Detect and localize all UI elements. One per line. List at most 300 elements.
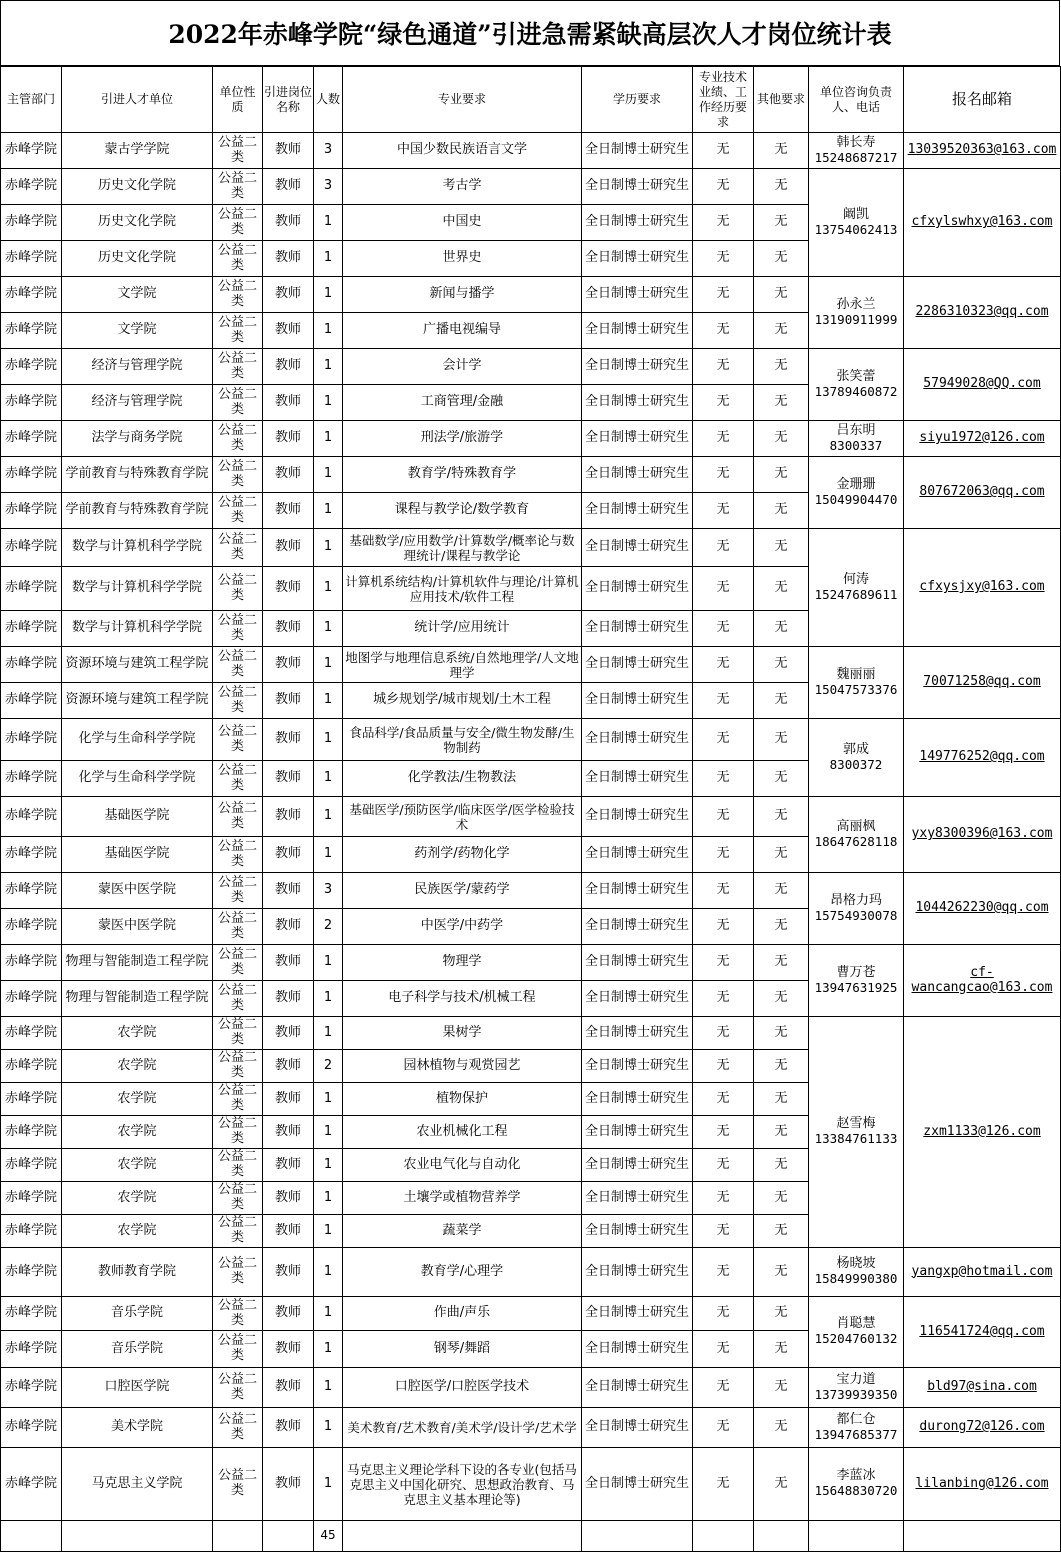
- unit-cell: 数学与计算机科学学院: [62, 529, 213, 567]
- table-row: [1, 1408, 1061, 1448]
- other-req-cell: 无: [754, 385, 809, 421]
- major-cell: 计算机系统结构/计算机软件与理论/计算机应用技术/软件工程: [343, 567, 582, 611]
- nature-cell: 公益二类: [213, 1408, 263, 1448]
- nature-cell: 公益二类: [213, 349, 263, 385]
- post-cell: 教师: [263, 1149, 314, 1182]
- major-cell: 植物保护: [343, 1083, 582, 1116]
- major-cell: 中国史: [343, 205, 582, 241]
- unit-cell: 农学院: [62, 1182, 213, 1215]
- major-cell: 药剂学/药物化学: [343, 837, 582, 873]
- email-link[interactable]: 70071258@qq.com: [904, 647, 1061, 719]
- nature-cell: 公益二类: [213, 683, 263, 719]
- edu-cell: 全日制博士研究生: [582, 945, 693, 981]
- contact-name: 郭成: [842, 741, 869, 757]
- tech-req-cell: 无: [693, 683, 754, 719]
- nature-cell: 公益二类: [213, 1083, 263, 1116]
- count-cell: 1: [314, 1083, 343, 1116]
- count-cell: 1: [314, 1368, 343, 1408]
- major-cell: 民族医学/蒙药学: [343, 873, 582, 909]
- edu-cell: 全日制博士研究生: [582, 205, 693, 241]
- post-cell: 教师: [263, 909, 314, 945]
- other-req-cell: 无: [754, 797, 809, 837]
- unit-cell: 数学与计算机科学学院: [62, 567, 213, 611]
- nature-cell: 公益二类: [213, 313, 263, 349]
- edu-cell: 全日制博士研究生: [582, 981, 693, 1017]
- post-cell: 教师: [263, 313, 314, 349]
- contact-cell: [809, 1017, 904, 1248]
- tech-req-cell: 无: [693, 797, 754, 837]
- count-cell: 1: [314, 1297, 343, 1331]
- tech-req-cell: 无: [693, 981, 754, 1017]
- major-cell: 口腔医学/口腔医学技术: [343, 1368, 582, 1408]
- dept-cell: 赤峰学院: [1, 349, 62, 385]
- header-contact: 单位咨询负责人、电话: [809, 67, 904, 133]
- edu-cell: 全日制博士研究生: [582, 761, 693, 797]
- post-cell: 教师: [263, 683, 314, 719]
- count-cell: 1: [314, 1448, 343, 1521]
- major-cell: 果树学: [343, 1017, 582, 1050]
- post-cell: 教师: [263, 493, 314, 529]
- edu-cell: 全日制博士研究生: [582, 683, 693, 719]
- dept-cell: 赤峰学院: [1, 1017, 62, 1050]
- unit-cell: 音乐学院: [62, 1331, 213, 1368]
- unit-cell: 农学院: [62, 1116, 213, 1149]
- edu-cell: 全日制博士研究生: [582, 349, 693, 385]
- major-cell: 基础数学/应用数学/计算数学/概率论与数理统计/课程与教学论: [343, 529, 582, 567]
- table-row: [1, 873, 1061, 909]
- contact-name: 昂格力玛: [829, 892, 882, 908]
- contact-cell: [809, 277, 904, 349]
- tech-req-cell: 无: [693, 1017, 754, 1050]
- other-req-cell: 无: [754, 313, 809, 349]
- empty-cell: [582, 1521, 693, 1552]
- post-cell: 教师: [263, 133, 314, 169]
- major-cell: 农业机械化工程: [343, 1116, 582, 1149]
- email-link[interactable]: 13039520363@163.com: [904, 133, 1061, 169]
- count-cell: 1: [314, 385, 343, 421]
- contact-name: 高丽枫: [836, 818, 876, 834]
- major-cell: 食品科学/食品质量与安全/微生物发酵/生物制药: [343, 719, 582, 761]
- post-cell: 教师: [263, 169, 314, 205]
- major-cell: 考古学: [343, 169, 582, 205]
- tech-req-cell: 无: [693, 1448, 754, 1521]
- post-cell: 教师: [263, 421, 314, 457]
- empty-cell: [1, 1521, 62, 1552]
- unit-cell: 农学院: [62, 1017, 213, 1050]
- empty-cell: [754, 1521, 809, 1552]
- email-link[interactable]: yxy8300396@163.com: [904, 797, 1061, 873]
- nature-cell: 公益二类: [213, 529, 263, 567]
- table-row: [1, 349, 1061, 385]
- edu-cell: 全日制博士研究生: [582, 719, 693, 761]
- tech-req-cell: 无: [693, 421, 754, 457]
- unit-cell: 法学与商务学院: [62, 421, 213, 457]
- table-row: [1, 719, 1061, 761]
- edu-cell: 全日制博士研究生: [582, 241, 693, 277]
- major-cell: 马克思主义理论学科下设的各专业(包括马克思主义中国化研究、思想政治教育、马克思主义基本理论等): [343, 1448, 582, 1521]
- unit-cell: 文学院: [62, 313, 213, 349]
- edu-cell: 全日制博士研究生: [582, 277, 693, 313]
- nature-cell: 公益二类: [213, 797, 263, 837]
- contact-phone: 8300337: [829, 437, 883, 453]
- nature-cell: 公益二类: [213, 169, 263, 205]
- dept-cell: 赤峰学院: [1, 1083, 62, 1116]
- unit-cell: 基础医学院: [62, 837, 213, 873]
- contact-name: 赵雪梅: [836, 1116, 876, 1132]
- unit-cell: 物理与智能制造工程学院: [62, 981, 213, 1017]
- post-cell: 教师: [263, 1116, 314, 1149]
- tech-req-cell: 无: [693, 241, 754, 277]
- dept-cell: 赤峰学院: [1, 761, 62, 797]
- other-req-cell: 无: [754, 1050, 809, 1083]
- post-cell: 教师: [263, 1248, 314, 1297]
- contact-name: 肖聪慧: [836, 1316, 876, 1332]
- contact-name: 李蓝冰: [836, 1468, 876, 1484]
- contact-cell: [809, 349, 904, 421]
- dept-cell: 赤峰学院: [1, 873, 62, 909]
- table-row: [1, 1017, 1061, 1050]
- count-cell: 1: [314, 981, 343, 1017]
- contact-phone: 15754930078: [814, 907, 898, 923]
- post-cell: 教师: [263, 1408, 314, 1448]
- edu-cell: 全日制博士研究生: [582, 1331, 693, 1368]
- nature-cell: 公益二类: [213, 567, 263, 611]
- contact-phone: 13190911999: [814, 311, 898, 327]
- tech-req-cell: 无: [693, 909, 754, 945]
- dept-cell: 赤峰学院: [1, 1408, 62, 1448]
- header-edu: 学历要求: [582, 67, 693, 133]
- nature-cell: 公益二类: [213, 1368, 263, 1408]
- major-cell: 中国少数民族语言文学: [343, 133, 582, 169]
- post-cell: 教师: [263, 873, 314, 909]
- email-link[interactable]: 149776252@qq.com: [904, 719, 1061, 797]
- major-cell: 园林植物与观赏园艺: [343, 1050, 582, 1083]
- count-cell: 1: [314, 761, 343, 797]
- email-link[interactable]: 2286310323@qq.com: [904, 277, 1061, 349]
- email-link[interactable]: lilanbing@126.com: [904, 1448, 1061, 1521]
- nature-cell: 公益二类: [213, 1050, 263, 1083]
- contact-cell: [809, 719, 904, 797]
- unit-cell: 历史文化学院: [62, 169, 213, 205]
- count-cell: 1: [314, 1215, 343, 1248]
- header-major: 专业要求: [343, 67, 582, 133]
- dept-cell: 赤峰学院: [1, 647, 62, 683]
- dept-cell: 赤峰学院: [1, 1149, 62, 1182]
- count-cell: 3: [314, 873, 343, 909]
- table-row: [1, 1297, 1061, 1331]
- nature-cell: 公益二类: [213, 241, 263, 277]
- dept-cell: 赤峰学院: [1, 493, 62, 529]
- dept-cell: 赤峰学院: [1, 683, 62, 719]
- edu-cell: 全日制博士研究生: [582, 421, 693, 457]
- unit-cell: 化学与生命科学学院: [62, 719, 213, 761]
- unit-cell: 基础医学院: [62, 797, 213, 837]
- nature-cell: 公益二类: [213, 981, 263, 1017]
- empty-cell: [904, 1521, 1061, 1552]
- dept-cell: 赤峰学院: [1, 1248, 62, 1297]
- major-cell: 化学教法/生物教法: [343, 761, 582, 797]
- tech-req-cell: 无: [693, 1116, 754, 1149]
- contact-phone: 15648830720: [814, 1483, 898, 1499]
- email-link[interactable]: cf-wancangcao@163.com: [904, 945, 1061, 1017]
- unit-cell: 农学院: [62, 1215, 213, 1248]
- dept-cell: 赤峰学院: [1, 421, 62, 457]
- dept-cell: 赤峰学院: [1, 529, 62, 567]
- tech-req-cell: 无: [693, 1182, 754, 1215]
- count-cell: 1: [314, 313, 343, 349]
- nature-cell: 公益二类: [213, 1182, 263, 1215]
- contact-cell: [809, 1368, 904, 1408]
- edu-cell: 全日制博士研究生: [582, 1083, 693, 1116]
- contact-phone: 15049904470: [814, 491, 898, 507]
- nature-cell: 公益二类: [213, 205, 263, 241]
- other-req-cell: 无: [754, 1083, 809, 1116]
- tech-req-cell: 无: [693, 529, 754, 567]
- page-title: 2022年赤峰学院“绿色通道”引进急需紧缺高层次人才岗位统计表: [0, 0, 1060, 66]
- nature-cell: 公益二类: [213, 1297, 263, 1331]
- contact-cell: [809, 1408, 904, 1448]
- other-req-cell: 无: [754, 1116, 809, 1149]
- email-link[interactable]: bld97@sina.com: [904, 1368, 1061, 1408]
- email-link[interactable]: durong72@126.com: [904, 1408, 1061, 1448]
- dept-cell: 赤峰学院: [1, 797, 62, 837]
- contact-cell: [809, 1248, 904, 1297]
- contact-cell: [809, 457, 904, 529]
- count-cell: 1: [314, 277, 343, 313]
- other-req-cell: 无: [754, 277, 809, 313]
- other-req-cell: 无: [754, 1297, 809, 1331]
- post-cell: 教师: [263, 1368, 314, 1408]
- dept-cell: 赤峰学院: [1, 1182, 62, 1215]
- other-req-cell: 无: [754, 567, 809, 611]
- contact-name: 杨晓坡: [836, 1256, 876, 1272]
- nature-cell: 公益二类: [213, 873, 263, 909]
- post-cell: 教师: [263, 457, 314, 493]
- post-cell: 教师: [263, 611, 314, 647]
- header-dept: 主管部门: [1, 67, 62, 133]
- email-link[interactable]: siyu1972@126.com: [904, 421, 1061, 457]
- other-req-cell: 无: [754, 1149, 809, 1182]
- table-row: [1, 797, 1061, 837]
- tech-req-cell: 无: [693, 457, 754, 493]
- table-row: [1, 1368, 1061, 1408]
- unit-cell: 经济与管理学院: [62, 349, 213, 385]
- email-link[interactable]: cfxylswhxy@163.com: [904, 169, 1061, 277]
- other-req-cell: 无: [754, 529, 809, 567]
- contact-name: 孙永兰: [836, 296, 876, 312]
- count-cell: 1: [314, 1408, 343, 1448]
- table-row: [1, 133, 1061, 169]
- contact-phone: 8300372: [829, 756, 883, 772]
- nature-cell: 公益二类: [213, 1331, 263, 1368]
- tech-req-cell: 无: [693, 313, 754, 349]
- email-link[interactable]: zxm1133@126.com: [904, 1017, 1061, 1248]
- nature-cell: 公益二类: [213, 1017, 263, 1050]
- nature-cell: 公益二类: [213, 945, 263, 981]
- contact-name: 宝力道: [836, 1371, 876, 1387]
- contact-name: 吕东明: [836, 422, 876, 438]
- nature-cell: 公益二类: [213, 909, 263, 945]
- edu-cell: 全日制博士研究生: [582, 611, 693, 647]
- edu-cell: 全日制博士研究生: [582, 1248, 693, 1297]
- dept-cell: 赤峰学院: [1, 567, 62, 611]
- contact-phone: 13947685377: [814, 1426, 898, 1442]
- post-cell: 教师: [263, 1448, 314, 1521]
- dept-cell: 赤峰学院: [1, 133, 62, 169]
- post-cell: 教师: [263, 567, 314, 611]
- tech-req-cell: 无: [693, 567, 754, 611]
- count-cell: 1: [314, 529, 343, 567]
- tech-req-cell: 无: [693, 1050, 754, 1083]
- other-req-cell: 无: [754, 945, 809, 981]
- nature-cell: 公益二类: [213, 421, 263, 457]
- contact-phone: 15204760132: [814, 1331, 898, 1347]
- tech-req-cell: 无: [693, 873, 754, 909]
- contact-cell: [809, 169, 904, 277]
- contact-phone: 18647628118: [814, 833, 898, 849]
- contact-name: 阚凯: [842, 206, 869, 222]
- nature-cell: 公益二类: [213, 611, 263, 647]
- post-cell: 教师: [263, 719, 314, 761]
- other-req-cell: 无: [754, 1408, 809, 1448]
- other-req-cell: 无: [754, 1215, 809, 1248]
- table-header-row: [1, 67, 1061, 133]
- dept-cell: 赤峰学院: [1, 457, 62, 493]
- other-req-cell: 无: [754, 611, 809, 647]
- tech-req-cell: 无: [693, 761, 754, 797]
- major-cell: 电子科学与技术/机械工程: [343, 981, 582, 1017]
- major-cell: 钢琴/舞蹈: [343, 1331, 582, 1368]
- major-cell: 统计学/应用统计: [343, 611, 582, 647]
- dept-cell: 赤峰学院: [1, 1215, 62, 1248]
- dept-cell: 赤峰学院: [1, 169, 62, 205]
- other-req-cell: 无: [754, 719, 809, 761]
- post-cell: 教师: [263, 1297, 314, 1331]
- contact-name: 何涛: [842, 571, 869, 587]
- header-unit: 引进人才单位: [62, 67, 213, 133]
- tech-req-cell: 无: [693, 1297, 754, 1331]
- edu-cell: 全日制博士研究生: [582, 1116, 693, 1149]
- major-cell: 世界史: [343, 241, 582, 277]
- other-req-cell: 无: [754, 457, 809, 493]
- edu-cell: 全日制博士研究生: [582, 493, 693, 529]
- unit-cell: 蒙医中医学院: [62, 909, 213, 945]
- nature-cell: 公益二类: [213, 385, 263, 421]
- empty-cell: [809, 1521, 904, 1552]
- header-nature: 单位性质: [213, 67, 263, 133]
- major-cell: 美术教育/艺术教育/美术学/设计学/艺术学: [343, 1408, 582, 1448]
- email-link[interactable]: cfxysjxy@163.com: [904, 529, 1061, 647]
- count-cell: 1: [314, 349, 343, 385]
- contact-phone: 13754062413: [814, 221, 898, 237]
- unit-cell: 历史文化学院: [62, 241, 213, 277]
- count-cell: 1: [314, 1248, 343, 1297]
- dept-cell: 赤峰学院: [1, 909, 62, 945]
- other-req-cell: 无: [754, 241, 809, 277]
- edu-cell: 全日制博士研究生: [582, 909, 693, 945]
- post-cell: 教师: [263, 241, 314, 277]
- count-cell: 1: [314, 493, 343, 529]
- tech-req-cell: 无: [693, 837, 754, 873]
- positions-table: [0, 66, 1061, 1552]
- empty-cell: [263, 1521, 314, 1552]
- unit-cell: 经济与管理学院: [62, 385, 213, 421]
- other-req-cell: 无: [754, 1331, 809, 1368]
- edu-cell: 全日制博士研究生: [582, 873, 693, 909]
- post-cell: 教师: [263, 1017, 314, 1050]
- tech-req-cell: 无: [693, 945, 754, 981]
- unit-cell: 口腔医学院: [62, 1368, 213, 1408]
- major-cell: 广播电视编导: [343, 313, 582, 349]
- edu-cell: 全日制博士研究生: [582, 1182, 693, 1215]
- header-tech: 专业技术业绩、工作经历要求: [693, 67, 754, 133]
- unit-cell: 学前教育与特殊教育学院: [62, 493, 213, 529]
- tech-req-cell: 无: [693, 719, 754, 761]
- edu-cell: 全日制博士研究生: [582, 1368, 693, 1408]
- dept-cell: 赤峰学院: [1, 1116, 62, 1149]
- contact-phone: 13789460872: [814, 383, 898, 399]
- other-req-cell: 无: [754, 1182, 809, 1215]
- email-link[interactable]: 57949028@QQ.com: [904, 349, 1061, 421]
- email-link[interactable]: yangxp@hotmail.com: [904, 1248, 1061, 1297]
- nature-cell: 公益二类: [213, 647, 263, 683]
- count-cell: 1: [314, 1182, 343, 1215]
- other-req-cell: 无: [754, 647, 809, 683]
- email-link[interactable]: 1044262230@qq.com: [904, 873, 1061, 945]
- major-cell: 工商管理/金融: [343, 385, 582, 421]
- email-link[interactable]: 807672063@qq.com: [904, 457, 1061, 529]
- unit-cell: 数学与计算机科学学院: [62, 611, 213, 647]
- tech-req-cell: 无: [693, 1248, 754, 1297]
- unit-cell: 资源环境与建筑工程学院: [62, 647, 213, 683]
- count-cell: 1: [314, 837, 343, 873]
- major-cell: 新闻与播学: [343, 277, 582, 313]
- contact-cell: [809, 647, 904, 719]
- major-cell: 地图学与地理信息系统/自然地理学/人文地理学: [343, 647, 582, 683]
- post-cell: 教师: [263, 205, 314, 241]
- edu-cell: 全日制博士研究生: [582, 385, 693, 421]
- table-row: [1, 277, 1061, 313]
- count-cell: 2: [314, 1050, 343, 1083]
- table-row: [1, 1248, 1061, 1297]
- count-cell: 1: [314, 457, 343, 493]
- unit-cell: 历史文化学院: [62, 205, 213, 241]
- major-cell: 会计学: [343, 349, 582, 385]
- tech-req-cell: 无: [693, 493, 754, 529]
- post-cell: 教师: [263, 837, 314, 873]
- empty-cell: [213, 1521, 263, 1552]
- count-cell: 1: [314, 421, 343, 457]
- tech-req-cell: 无: [693, 349, 754, 385]
- major-cell: 城乡规划学/城市规划/土木工程: [343, 683, 582, 719]
- contact-cell: [809, 529, 904, 647]
- table-row: [1, 647, 1061, 683]
- nature-cell: 公益二类: [213, 837, 263, 873]
- count-cell: 3: [314, 169, 343, 205]
- table-row: [1, 457, 1061, 493]
- count-cell: 3: [314, 133, 343, 169]
- major-cell: 教育学/特殊教育学: [343, 457, 582, 493]
- tech-req-cell: 无: [693, 647, 754, 683]
- post-cell: 教师: [263, 1083, 314, 1116]
- email-link[interactable]: 116541724@qq.com: [904, 1297, 1061, 1368]
- other-req-cell: 无: [754, 169, 809, 205]
- other-req-cell: 无: [754, 133, 809, 169]
- table-row: [1, 1448, 1061, 1521]
- tech-req-cell: 无: [693, 1149, 754, 1182]
- contact-phone: 13384761133: [814, 1131, 898, 1147]
- count-cell: 1: [314, 797, 343, 837]
